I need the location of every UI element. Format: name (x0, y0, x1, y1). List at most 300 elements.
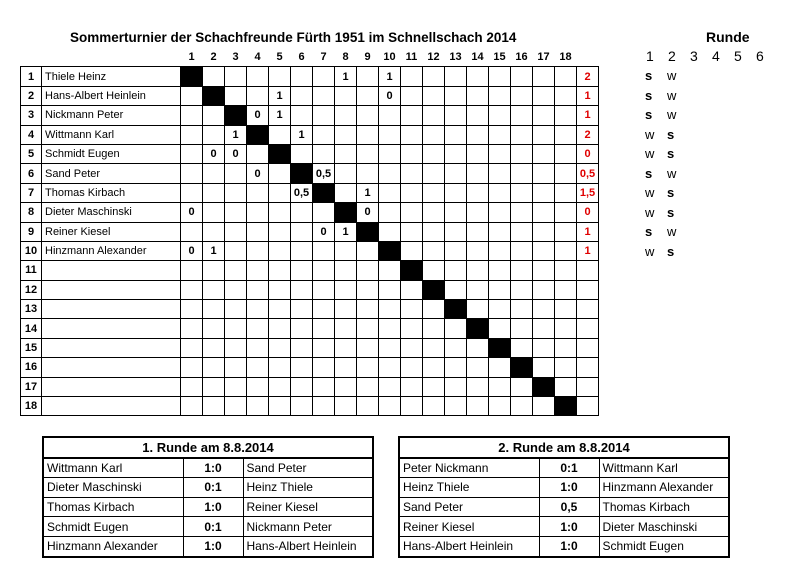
diagonal-cell (357, 222, 379, 241)
result-cell (247, 261, 269, 280)
result-cell (511, 144, 533, 163)
diagonal-cell (247, 125, 269, 144)
result-cell (203, 125, 225, 144)
result-cell (379, 125, 401, 144)
result-cell (533, 125, 555, 144)
result-cell (445, 397, 467, 416)
result-cell (445, 106, 467, 125)
result-cell (247, 183, 269, 202)
column-header: 3 (225, 48, 247, 67)
result-cell (401, 319, 423, 338)
result-cell (555, 125, 577, 144)
game-score: 0,5 (539, 497, 599, 517)
result-cell (269, 67, 291, 86)
result-cell (203, 183, 225, 202)
result-cell (247, 300, 269, 319)
result-cell (335, 144, 357, 163)
result-cell (467, 144, 489, 163)
column-header: 13 (445, 48, 467, 67)
result-cell (401, 125, 423, 144)
result-cell (533, 86, 555, 105)
result-cell (379, 300, 401, 319)
result-cell (335, 358, 357, 377)
result-cell (533, 164, 555, 183)
result-cell (181, 106, 203, 125)
crosstable (20, 47, 599, 416)
row-number: 15 (21, 338, 42, 357)
result-cell: 0 (203, 144, 225, 163)
column-header: 18 (555, 48, 577, 67)
result-cell (269, 280, 291, 299)
result-cell (181, 338, 203, 357)
result-cell (313, 300, 335, 319)
color-marker: s (645, 68, 653, 83)
result-cell (335, 125, 357, 144)
result-cell (357, 377, 379, 396)
round-title: 1. Runde am 8.8.2014 (43, 437, 373, 458)
result-cell (203, 261, 225, 280)
result-cell (247, 280, 269, 299)
result-cell (423, 300, 445, 319)
player-name: Dieter Maschinski (42, 203, 181, 222)
result-cell (423, 183, 445, 202)
diagonal-cell (401, 261, 423, 280)
result-cell (225, 164, 247, 183)
column-header: 5 (269, 48, 291, 67)
result-cell (225, 241, 247, 260)
result-cell (467, 67, 489, 86)
result-cell (291, 261, 313, 280)
game-score: 0:1 (183, 517, 243, 537)
result-cell (379, 106, 401, 125)
color-marker: s (667, 146, 675, 161)
result-cell (511, 397, 533, 416)
result-cell (247, 222, 269, 241)
player-name (42, 261, 181, 280)
diagonal-cell (467, 319, 489, 338)
result-cell (401, 300, 423, 319)
result-cell (225, 397, 247, 416)
game-score: 1:0 (183, 458, 243, 478)
diagonal-cell (291, 164, 313, 183)
color-marker: s (645, 87, 653, 103)
total-points (577, 300, 599, 319)
player-name: Nickmann Peter (42, 106, 181, 125)
total-points (577, 338, 599, 357)
result-cell (335, 86, 357, 105)
game-row (43, 458, 373, 478)
result-cell (203, 319, 225, 338)
result-cell (379, 319, 401, 338)
result-cell (357, 300, 379, 319)
result-cell (291, 67, 313, 86)
result-cell (379, 358, 401, 377)
player-row (21, 183, 599, 202)
result-cell (379, 377, 401, 396)
result-cell (335, 164, 357, 183)
game-row (399, 497, 729, 517)
result-cell (247, 203, 269, 222)
result-cell (357, 358, 379, 377)
column-header: 4 (247, 48, 269, 67)
row-number: 14 (21, 319, 42, 338)
color-marker: w (667, 107, 677, 122)
result-cell (467, 280, 489, 299)
game-row (399, 517, 729, 537)
diagonal-cell (489, 338, 511, 357)
black-player: Reiner Kiesel (243, 497, 373, 517)
result-cell (533, 261, 555, 280)
result-cell (379, 164, 401, 183)
player-row (21, 397, 599, 416)
result-cell (335, 319, 357, 338)
black-player: Hans-Albert Heinlein (243, 536, 373, 556)
color-marker: s (667, 243, 675, 259)
result-cell (533, 319, 555, 338)
player-row (21, 241, 599, 260)
color-marker: w (667, 224, 677, 239)
result-cell (489, 261, 511, 280)
result-cell (533, 241, 555, 260)
row-number: 7 (21, 183, 42, 202)
result-cell: 1 (225, 125, 247, 144)
diagonal-cell (203, 86, 225, 105)
result-cell (555, 183, 577, 202)
color-marker: w (645, 243, 655, 259)
result-cell (313, 377, 335, 396)
result-cell (357, 261, 379, 280)
result-cell (489, 300, 511, 319)
result-cell (511, 300, 533, 319)
player-name: Schmidt Eugen (42, 144, 181, 163)
result-cell (269, 377, 291, 396)
result-cell (489, 280, 511, 299)
player-name (42, 319, 181, 338)
result-cell (335, 377, 357, 396)
result-cell (423, 261, 445, 280)
black-player: Thomas Kirbach (599, 497, 729, 517)
result-cell (203, 164, 225, 183)
result-cell (533, 203, 555, 222)
diagonal-cell (555, 397, 577, 416)
player-row (21, 144, 599, 163)
result-cell (181, 397, 203, 416)
result-cell (269, 319, 291, 338)
row-number: 10 (21, 241, 42, 260)
result-cell (247, 86, 269, 105)
result-cell (401, 106, 423, 125)
result-cell (181, 125, 203, 144)
column-header-row (21, 48, 599, 67)
result-cell (423, 203, 445, 222)
result-cell (181, 144, 203, 163)
result-cell (489, 377, 511, 396)
result-cell (467, 377, 489, 396)
results-title-row (43, 437, 373, 458)
result-cell: 1 (291, 125, 313, 144)
total-points: 1 (577, 106, 599, 125)
result-cell: 1 (269, 106, 291, 125)
result-cell (401, 164, 423, 183)
player-name: Hinzmann Alexander (42, 241, 181, 260)
result-cell (291, 319, 313, 338)
result-cell (445, 358, 467, 377)
round-2-results (398, 436, 730, 558)
result-cell (467, 300, 489, 319)
row-number: 5 (21, 144, 42, 163)
player-name (42, 358, 181, 377)
result-cell (181, 86, 203, 105)
result-cell: 0 (181, 203, 203, 222)
result-cell (511, 222, 533, 241)
result-cell (555, 144, 577, 163)
row-number: 13 (21, 300, 42, 319)
result-cell (555, 280, 577, 299)
game-row (43, 478, 373, 498)
result-cell (269, 261, 291, 280)
result-cell (335, 241, 357, 260)
column-header: 17 (533, 48, 555, 67)
result-cell (533, 338, 555, 357)
round-number: 3 (690, 48, 698, 64)
total-points: 1,5 (577, 183, 599, 202)
result-cell (511, 280, 533, 299)
result-cell (313, 241, 335, 260)
result-cell (423, 338, 445, 357)
black-player: Dieter Maschinski (599, 517, 729, 537)
result-cell (269, 125, 291, 144)
total-points: 0 (577, 203, 599, 222)
diagonal-cell (379, 241, 401, 260)
result-cell (313, 397, 335, 416)
player-row (21, 358, 599, 377)
result-cell (533, 222, 555, 241)
result-cell (357, 125, 379, 144)
black-player: Nickmann Peter (243, 517, 373, 537)
result-cell (467, 222, 489, 241)
color-marker: w (645, 146, 655, 161)
total-points: 0,5 (577, 164, 599, 183)
result-cell (511, 203, 533, 222)
result-cell (555, 203, 577, 222)
result-cell (269, 300, 291, 319)
result-cell (269, 164, 291, 183)
result-cell (269, 338, 291, 357)
result-cell (379, 203, 401, 222)
white-player: Reiner Kiesel (399, 517, 539, 537)
result-cell (445, 338, 467, 357)
column-header: 7 (313, 48, 335, 67)
diagonal-cell (335, 203, 357, 222)
result-cell (335, 261, 357, 280)
result-cell (555, 338, 577, 357)
result-cell: 0 (181, 241, 203, 260)
result-cell (335, 183, 357, 202)
color-marker: s (645, 165, 653, 181)
round-number: 6 (756, 48, 764, 64)
result-cell (401, 86, 423, 105)
result-cell (511, 261, 533, 280)
player-name (42, 300, 181, 319)
result-cell (379, 280, 401, 299)
player-row (21, 106, 599, 125)
result-cell (225, 319, 247, 338)
result-cell (313, 358, 335, 377)
diagonal-cell (269, 144, 291, 163)
result-cell (423, 397, 445, 416)
result-cell: 0 (225, 144, 247, 163)
white-player: Hinzmann Alexander (43, 536, 183, 556)
result-cell (511, 338, 533, 357)
player-row (21, 222, 599, 241)
result-cell (357, 280, 379, 299)
white-player: Peter Nickmann (399, 458, 539, 478)
diagonal-cell (313, 183, 335, 202)
result-cell (445, 164, 467, 183)
result-cell (423, 86, 445, 105)
player-name: Thomas Kirbach (42, 183, 181, 202)
result-cell (423, 106, 445, 125)
result-cell (291, 86, 313, 105)
result-cell (445, 203, 467, 222)
row-number: 6 (21, 164, 42, 183)
game-row (399, 458, 729, 478)
diagonal-cell (225, 106, 247, 125)
result-cell (247, 377, 269, 396)
column-header: 9 (357, 48, 379, 67)
result-cell: 0 (357, 203, 379, 222)
result-cell (247, 67, 269, 86)
result-cell (489, 164, 511, 183)
result-cell (357, 86, 379, 105)
page-title: Sommerturnier der Schachfreunde Fürth 1951 im Schnellschach 2014 (70, 30, 517, 45)
result-cell (445, 319, 467, 338)
row-number: 17 (21, 377, 42, 396)
result-cell (313, 338, 335, 357)
black-player: Wittmann Karl (599, 458, 729, 478)
result-cell (555, 222, 577, 241)
result-cell (467, 358, 489, 377)
game-row (399, 478, 729, 498)
result-cell (357, 67, 379, 86)
result-cell (181, 300, 203, 319)
result-cell (291, 203, 313, 222)
result-cell: 1 (335, 67, 357, 86)
result-cell (533, 106, 555, 125)
result-cell (555, 106, 577, 125)
result-cell (335, 280, 357, 299)
row-number: 1 (21, 67, 42, 86)
player-row (21, 319, 599, 338)
result-cell (511, 377, 533, 396)
result-cell (423, 144, 445, 163)
result-cell (269, 222, 291, 241)
result-cell (467, 164, 489, 183)
result-cell (225, 67, 247, 86)
result-cell (511, 241, 533, 260)
total-points: 1 (577, 222, 599, 241)
result-cell (555, 319, 577, 338)
result-cell (401, 241, 423, 260)
result-cell (533, 183, 555, 202)
total-points: 1 (577, 241, 599, 260)
result-cell (203, 203, 225, 222)
result-cell (467, 338, 489, 357)
result-cell (379, 261, 401, 280)
result-cell (291, 377, 313, 396)
total-points (577, 280, 599, 299)
total-points (577, 377, 599, 396)
column-header: 10 (379, 48, 401, 67)
result-cell (357, 164, 379, 183)
row-number: 9 (21, 222, 42, 241)
result-cell (489, 222, 511, 241)
white-player: Schmidt Eugen (43, 517, 183, 537)
result-cell (401, 280, 423, 299)
result-cell (489, 241, 511, 260)
result-cell (181, 358, 203, 377)
result-cell: 0 (313, 222, 335, 241)
game-score: 1:0 (183, 536, 243, 556)
round-number: 2 (668, 48, 676, 64)
result-cell (379, 144, 401, 163)
result-cell (533, 358, 555, 377)
color-marker: s (667, 185, 675, 200)
game-score: 0:1 (539, 458, 599, 478)
result-cell: 0 (247, 164, 269, 183)
result-cell (401, 144, 423, 163)
color-marker: s (645, 224, 653, 239)
result-cell (423, 358, 445, 377)
results-title-row (399, 437, 729, 458)
result-cell: 1 (357, 183, 379, 202)
result-cell (423, 222, 445, 241)
result-cell (225, 338, 247, 357)
result-cell (313, 144, 335, 163)
player-row (21, 67, 599, 86)
color-marker: s (667, 204, 675, 220)
color-marker: w (645, 204, 655, 220)
game-row (43, 517, 373, 537)
player-row (21, 280, 599, 299)
player-name (42, 397, 181, 416)
result-cell (357, 338, 379, 357)
color-marker: s (667, 126, 675, 142)
result-cell: 1 (335, 222, 357, 241)
result-cell (445, 280, 467, 299)
game-score: 1:0 (539, 536, 599, 556)
result-cell (533, 144, 555, 163)
result-cell (181, 261, 203, 280)
round-number: 4 (712, 48, 720, 64)
color-marker: s (645, 107, 653, 122)
row-number: 8 (21, 203, 42, 222)
result-cell (313, 86, 335, 105)
color-marker: w (667, 165, 677, 181)
column-header: 16 (511, 48, 533, 67)
row-number: 18 (21, 397, 42, 416)
result-cell (357, 241, 379, 260)
result-cell (247, 358, 269, 377)
result-cell (291, 241, 313, 260)
result-cell (401, 203, 423, 222)
column-header: 12 (423, 48, 445, 67)
result-cell (467, 183, 489, 202)
color-marker: w (667, 87, 677, 103)
result-cell (423, 164, 445, 183)
result-cell (489, 86, 511, 105)
result-cell (401, 377, 423, 396)
